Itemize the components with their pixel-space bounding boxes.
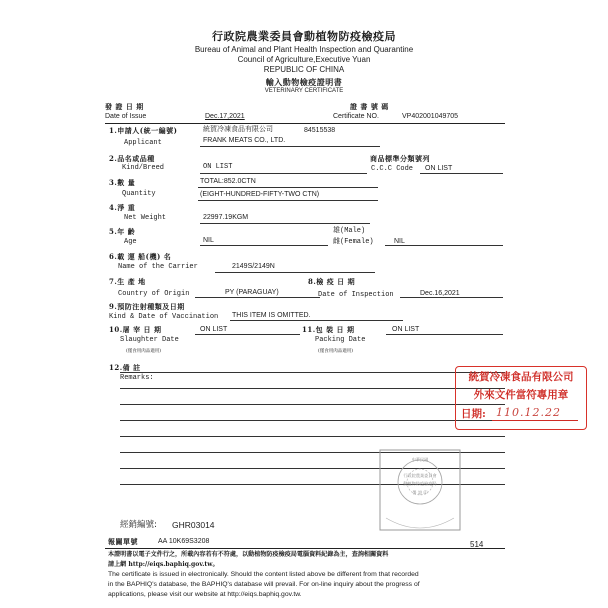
origin-label-en: Country of Origin (118, 290, 190, 298)
female-label: 雌(Female) (333, 238, 374, 246)
packing-date-note: (僅食用肉品適用) (318, 349, 354, 354)
stamp-date-handwritten: 110.12.22 (496, 406, 561, 419)
age-label-en: Age (124, 238, 137, 246)
remarks-line (120, 372, 505, 373)
ccc-code-value: ON LIST (425, 165, 453, 172)
slaughter-date-label-en: Slaughter Date (120, 336, 179, 344)
seal-line-3: 動植物防疫檢疫局 (403, 481, 437, 486)
remarks-label-zh: 12.備 註 (109, 363, 141, 372)
stamp-purpose: 外來文件當符專用章 (473, 389, 569, 401)
agency-name-zh: 行政院農業委員會動植物防疫檢疫局 (212, 30, 396, 43)
issue-date-label-en: Date of Issue (105, 113, 147, 120)
slaughter-date-note: (僅食用肉品適用) (126, 349, 162, 354)
footer-notice-en-1: The certificate is issued in electronically. Should the content listed above be different from that recorded (108, 571, 419, 578)
net-weight-label-en: Net Weight (124, 214, 167, 222)
applicant-label-en: Applicant (124, 139, 162, 147)
header-rule (105, 123, 505, 124)
packing-date-value: ON LIST (392, 326, 420, 333)
certificate-number-label-en: Certificate NO. (333, 113, 379, 120)
packing-date-label-en: Packing Date (315, 336, 366, 344)
declaration-number-label: 報關單號 (108, 537, 138, 546)
stamp-date-label: 日期: (461, 408, 486, 420)
packing-date-label-zh: 11.包 裝 日 期 (302, 325, 355, 334)
quantity-value: TOTAL:852.0CTN (200, 178, 256, 185)
vaccination-label-en: Kind & Date of Vaccination (109, 313, 219, 321)
seal-line-2: 行政院農業委員會 (403, 473, 437, 478)
carrier-label-en: Name of the Carrier (118, 263, 198, 271)
applicant-label-zh: 1.申請人(統一編號) (109, 126, 178, 135)
page-number: 514 (470, 540, 484, 549)
issue-date-label-zh: 發 證 日 期 (105, 102, 144, 111)
inspection-date-label-en: Date of Inspection (318, 291, 394, 299)
remarks-line (120, 388, 505, 389)
applicant-tax-id: 84515538 (304, 127, 336, 134)
footer-notice-zh-2: 請上網 http://eiqs.baphiq.gov.tw。 (108, 561, 219, 568)
quantity-label-zh: 3.數 量 (109, 178, 136, 187)
remarks-line (120, 420, 505, 421)
stamp-company-name: 統賀冷凍食品有限公司 (468, 371, 574, 383)
carrier-value: 2149S/2149N (232, 263, 275, 270)
vaccination-label-zh: 9.預防注射種類及日期 (109, 302, 185, 311)
certificate-number-label-zh: 證 書 號 碼 (350, 102, 389, 111)
remarks-label-en: Remarks: (120, 374, 154, 382)
vaccination-value: THIS ITEM IS OMITTED. (232, 312, 311, 319)
kind-value: ON LIST (203, 163, 233, 171)
dealer-number-label: 經銷編號: (120, 520, 157, 530)
dealer-number-value: GHR03014 (172, 520, 215, 530)
certificate-title-en: VETERINARY CERTIFICATE (264, 88, 344, 94)
ccc-code-label-zh: 商品標準分類號列 (370, 154, 430, 163)
female-value: NIL (394, 238, 405, 245)
footer-notice-en-3: applications, please visit our website at http://eiqs.baphiq.gov.tw. (108, 591, 302, 598)
seal-line-1: 中華民國 (411, 457, 429, 462)
applicant-name-en: FRANK MEATS CO., LTD. (203, 137, 286, 144)
company-stamp (455, 366, 587, 430)
seal-line-4: 署 證 印 (412, 490, 428, 495)
official-seal (378, 448, 462, 532)
net-weight-value: 22997.19KGM (203, 214, 249, 221)
male-label: 雄(Male) (333, 227, 366, 235)
issue-date-value: Dec.17,2021 (205, 113, 245, 120)
agency-name-en: Bureau of Animal and Plant Health Inspection and Quarantine (194, 45, 414, 54)
declaration-number-value: AA 10K69S3208 (158, 538, 210, 545)
net-weight-label-zh: 4.淨 重 (109, 203, 136, 212)
origin-label-zh: 7.生 產 地 (109, 277, 146, 286)
certificate-number-value: VP402001049705 (402, 113, 459, 120)
quantity-value-words: (EIGHT-HUNDRED-FIFTY-TWO CTN) (200, 191, 320, 198)
footer-notice-en-2: in the BAPHIQ's database, the BAPHIQ's database will prevail. For on-line inquiry about the progress of (108, 581, 420, 588)
country-name: REPUBLIC OF CHINA (263, 65, 345, 74)
stamp-date-line (492, 420, 578, 421)
kind-label-zh: 2.品名或品種 (109, 154, 155, 163)
footer-rule (105, 548, 505, 549)
inspection-date-value: Dec.16,2021 (420, 290, 460, 297)
remarks-line (120, 436, 505, 437)
inspection-date-label-zh: 8.檢 疫 日 期 (308, 277, 356, 286)
slaughter-date-value: ON LIST (200, 326, 228, 333)
kind-label-en: Kind/Breed (122, 164, 165, 172)
slaughter-date-label-zh: 10.屠 宰 日 期 (109, 325, 162, 334)
applicant-name-zh: 統賀冷凍食品有限公司 (203, 126, 273, 134)
ccc-code-label-en: C.C.C Code (371, 165, 414, 173)
quantity-label-en: Quantity (122, 190, 156, 198)
age-value: NIL (203, 237, 214, 244)
council-name-en: Council of Agriculture,Executive Yuan (237, 55, 371, 64)
certificate-title-zh: 輸入動物檢疫證明書 (265, 77, 343, 87)
remarks-line (120, 404, 505, 405)
footer-notice-zh-1: 本證明書以電子文件行之，所載內容若有不符處，以動植物防疫檢疫局電腦資料紀錄為主，查詢相關資料 (108, 551, 389, 558)
origin-value: PY (PARAGUAY) (225, 289, 279, 296)
carrier-label-zh: 6.載 運 船(機) 名 (109, 252, 172, 261)
age-label-zh: 5.年 齡 (109, 227, 136, 236)
